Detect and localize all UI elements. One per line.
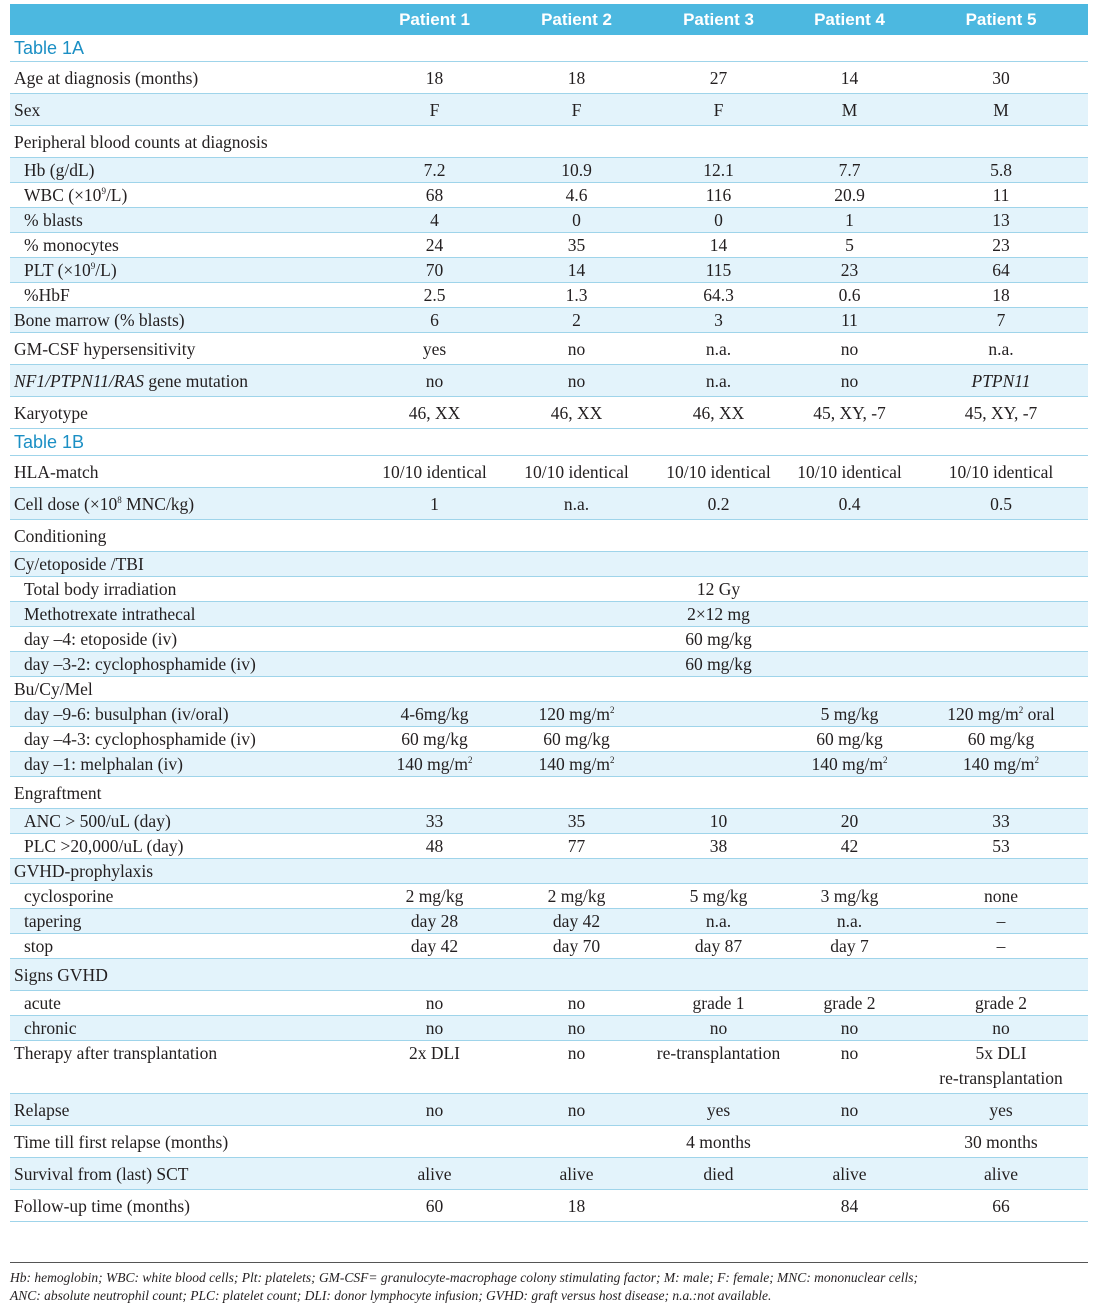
cell: 18 bbox=[914, 283, 1088, 308]
cell-superscript: 2 bbox=[609, 705, 615, 716]
table-row bbox=[10, 909, 1088, 934]
table-row bbox=[10, 158, 1088, 183]
cell bbox=[501, 702, 652, 727]
cell: yes bbox=[368, 333, 501, 365]
cell: 20.9 bbox=[785, 183, 914, 208]
table-row bbox=[10, 308, 1088, 333]
cell: 45, XY, -7 bbox=[785, 397, 914, 429]
cell bbox=[368, 602, 501, 627]
row-label: day –9-6: busulphan (iv/oral) bbox=[10, 702, 368, 727]
footnote-line: ANC: absolute neutrophil count; PLC: platelet count; DLI: donor lymphocyte infusion; GVHD: graft versus host disease; n.a.:not available. bbox=[10, 1288, 772, 1303]
table-row bbox=[10, 602, 1088, 627]
cell: 35 bbox=[501, 233, 652, 258]
cell: 4 bbox=[368, 208, 501, 233]
row-label: %HbF bbox=[10, 283, 368, 308]
cell bbox=[785, 652, 914, 677]
label-text: WBC (×10 bbox=[24, 185, 102, 205]
cell: 11 bbox=[785, 308, 914, 333]
cell: 60 mg/kg bbox=[368, 727, 501, 752]
cell: 5 mg/kg bbox=[652, 884, 785, 909]
row-label: Hb (g/dL) bbox=[10, 158, 368, 183]
cell: – bbox=[914, 909, 1088, 934]
cell: no bbox=[368, 365, 501, 397]
patient-characteristics-table bbox=[10, 4, 1088, 1222]
cell-text: 140 mg/m bbox=[811, 754, 883, 774]
cell: 13 bbox=[914, 208, 1088, 233]
cell: 27 bbox=[652, 62, 785, 94]
table-row bbox=[10, 333, 1088, 365]
cell: 14 bbox=[785, 62, 914, 94]
table-row bbox=[10, 520, 1088, 552]
table-row bbox=[10, 1126, 1088, 1158]
section-table-1a bbox=[10, 35, 1088, 62]
cell: 66 bbox=[914, 1190, 1088, 1222]
cell: 64.3 bbox=[652, 283, 785, 308]
cell-text: oral bbox=[1023, 704, 1055, 724]
cell bbox=[652, 702, 785, 727]
cell: F bbox=[501, 94, 652, 126]
cell: day 87 bbox=[652, 934, 785, 959]
cell: 5.8 bbox=[914, 158, 1088, 183]
cell: 4-6mg/kg bbox=[368, 702, 501, 727]
cell: 14 bbox=[652, 233, 785, 258]
cell: no bbox=[501, 333, 652, 365]
cell: 116 bbox=[652, 183, 785, 208]
cell: 3 bbox=[652, 308, 785, 333]
row-label: Age at diagnosis (months) bbox=[10, 62, 368, 94]
table-row bbox=[10, 702, 1088, 727]
cell: 45, XY, -7 bbox=[914, 397, 1088, 429]
table-footnote bbox=[10, 1262, 1088, 1305]
table-row bbox=[10, 1016, 1088, 1041]
cell: grade 1 bbox=[652, 991, 785, 1016]
table-row bbox=[10, 1041, 1088, 1094]
cell: 10 bbox=[652, 809, 785, 834]
cell: 46, XX bbox=[368, 397, 501, 429]
cell: 0.5 bbox=[914, 488, 1088, 520]
cell: 0.4 bbox=[785, 488, 914, 520]
cell: 68 bbox=[368, 183, 501, 208]
table-row bbox=[10, 365, 1088, 397]
label-superscript: 8 bbox=[117, 494, 122, 505]
cell: no bbox=[785, 365, 914, 397]
row-label: Methotrexate intrathecal bbox=[10, 602, 368, 627]
cell: 10/10 identical bbox=[368, 456, 501, 488]
table-row bbox=[10, 934, 1088, 959]
cell: no bbox=[368, 991, 501, 1016]
table-header-row bbox=[10, 4, 1088, 35]
cell: 46, XX bbox=[652, 397, 785, 429]
table-row bbox=[10, 752, 1088, 777]
cell: day 42 bbox=[368, 934, 501, 959]
cell bbox=[501, 752, 652, 777]
cell: 60 mg/kg bbox=[652, 627, 785, 652]
cell: alive bbox=[914, 1158, 1088, 1190]
cell bbox=[914, 1041, 1088, 1094]
cell: no bbox=[652, 1016, 785, 1041]
cell: no bbox=[914, 1016, 1088, 1041]
label-italic: NF1/PTPN11/RAS bbox=[14, 370, 144, 391]
cell: day 42 bbox=[501, 909, 652, 934]
row-label bbox=[10, 488, 368, 520]
cell-superscript: 2 bbox=[467, 755, 473, 766]
section-table-1b bbox=[10, 429, 1088, 456]
cell: 2×12 mg bbox=[652, 602, 785, 627]
cell: 3 mg/kg bbox=[785, 884, 914, 909]
cell: day 7 bbox=[785, 934, 914, 959]
row-label: Engraftment bbox=[10, 777, 1088, 809]
cell: 5 mg/kg bbox=[785, 702, 914, 727]
cell: 60 mg/kg bbox=[785, 727, 914, 752]
cell bbox=[652, 727, 785, 752]
row-label: Conditioning bbox=[10, 520, 1088, 552]
cell: no bbox=[785, 1016, 914, 1041]
table-row bbox=[10, 1158, 1088, 1190]
cell: 1 bbox=[368, 488, 501, 520]
row-label: Relapse bbox=[10, 1094, 368, 1126]
cell: 35 bbox=[501, 809, 652, 834]
cell bbox=[785, 1126, 914, 1158]
cell: n.a. bbox=[501, 488, 652, 520]
cell-text: 120 mg/m bbox=[538, 704, 610, 724]
cell: 7 bbox=[914, 308, 1088, 333]
cell: 2.5 bbox=[368, 283, 501, 308]
cell: 10.9 bbox=[501, 158, 652, 183]
cell: 30 bbox=[914, 62, 1088, 94]
cell bbox=[501, 577, 652, 602]
row-label: chronic bbox=[10, 1016, 368, 1041]
cell: no bbox=[501, 1041, 652, 1094]
cell: n.a. bbox=[652, 909, 785, 934]
cell: none bbox=[914, 884, 1088, 909]
label-text: gene mutation bbox=[143, 370, 248, 391]
cell: – bbox=[914, 934, 1088, 959]
row-label: Signs GVHD bbox=[10, 959, 1088, 991]
cell bbox=[368, 627, 501, 652]
cell: 0.6 bbox=[785, 283, 914, 308]
cell: grade 2 bbox=[785, 991, 914, 1016]
row-label: Karyotype bbox=[10, 397, 368, 429]
row-label: % monocytes bbox=[10, 233, 368, 258]
cell: n.a. bbox=[914, 333, 1088, 365]
cell-text: 140 mg/m bbox=[963, 754, 1035, 774]
cell bbox=[914, 627, 1088, 652]
cell: 2 mg/kg bbox=[368, 884, 501, 909]
cell: 33 bbox=[914, 809, 1088, 834]
cell: M bbox=[914, 94, 1088, 126]
label-text: PLT (×10 bbox=[24, 260, 91, 280]
table-row bbox=[10, 652, 1088, 677]
cell: 10/10 identical bbox=[501, 456, 652, 488]
row-label: tapering bbox=[10, 909, 368, 934]
header-patient-4: Patient 4 bbox=[814, 9, 885, 29]
row-label: stop bbox=[10, 934, 368, 959]
cell: died bbox=[652, 1158, 785, 1190]
cell bbox=[368, 752, 501, 777]
row-label: HLA-match bbox=[10, 456, 368, 488]
row-label bbox=[10, 183, 368, 208]
cell: 60 mg/kg bbox=[914, 727, 1088, 752]
cell: F bbox=[652, 94, 785, 126]
table-row bbox=[10, 627, 1088, 652]
table-row bbox=[10, 859, 1088, 884]
cell bbox=[501, 602, 652, 627]
table-row bbox=[10, 283, 1088, 308]
table-row bbox=[10, 959, 1088, 991]
cell: 1.3 bbox=[501, 283, 652, 308]
cell bbox=[652, 752, 785, 777]
cell: PTPN11 bbox=[914, 365, 1088, 397]
table-row bbox=[10, 183, 1088, 208]
cell bbox=[501, 652, 652, 677]
table-row bbox=[10, 1190, 1088, 1222]
table-row bbox=[10, 456, 1088, 488]
cell: 0.2 bbox=[652, 488, 785, 520]
cell bbox=[368, 1126, 501, 1158]
cell: 42 bbox=[785, 834, 914, 859]
cell: 0 bbox=[652, 208, 785, 233]
cell: 60 mg/kg bbox=[501, 727, 652, 752]
cell-text: 120 mg/m bbox=[947, 704, 1019, 724]
cell: 18 bbox=[501, 62, 652, 94]
table-row bbox=[10, 258, 1088, 283]
row-label: day –1: melphalan (iv) bbox=[10, 752, 368, 777]
cell: no bbox=[368, 1094, 501, 1126]
table-row bbox=[10, 233, 1088, 258]
row-label: Peripheral blood counts at diagnosis bbox=[10, 126, 1088, 158]
table-row bbox=[10, 809, 1088, 834]
table-row bbox=[10, 884, 1088, 909]
cell: n.a. bbox=[652, 365, 785, 397]
cell bbox=[914, 652, 1088, 677]
cell: 7.7 bbox=[785, 158, 914, 183]
cell: 64 bbox=[914, 258, 1088, 283]
cell: no bbox=[501, 1016, 652, 1041]
cell: yes bbox=[914, 1094, 1088, 1126]
cell: no bbox=[501, 991, 652, 1016]
label-text: /L) bbox=[95, 260, 117, 280]
cell: grade 2 bbox=[914, 991, 1088, 1016]
cell: 48 bbox=[368, 834, 501, 859]
cell: no bbox=[501, 1094, 652, 1126]
row-label: % blasts bbox=[10, 208, 368, 233]
cell: 18 bbox=[368, 62, 501, 94]
row-label: Total body irradiation bbox=[10, 577, 368, 602]
header-patient-3: Patient 3 bbox=[683, 9, 754, 29]
cell: 60 bbox=[368, 1190, 501, 1222]
label-superscript: 9 bbox=[101, 186, 106, 197]
table-row bbox=[10, 727, 1088, 752]
cell: re-transplantation bbox=[652, 1041, 785, 1094]
footnote-line: Hb: hemoglobin; WBC: white blood cells; Plt: platelets; GM-CSF= granulocyte-macrophage colony stimulating factor; M: male; F: female; MNC: mononuclear cells; bbox=[10, 1270, 919, 1285]
cell: no bbox=[501, 365, 652, 397]
section-title: Table 1A bbox=[10, 35, 1088, 62]
cell: 1 bbox=[785, 208, 914, 233]
row-label bbox=[10, 258, 368, 283]
table-row bbox=[10, 677, 1088, 702]
row-label: Sex bbox=[10, 94, 368, 126]
cell bbox=[501, 1126, 652, 1158]
cell: 60 mg/kg bbox=[652, 652, 785, 677]
cell: 38 bbox=[652, 834, 785, 859]
cell-superscript: 2 bbox=[1018, 705, 1024, 716]
cell: 4 months bbox=[652, 1126, 785, 1158]
row-label: day –3-2: cyclophosphamide (iv) bbox=[10, 652, 368, 677]
row-label: Bu/Cy/Mel bbox=[10, 677, 1088, 702]
cell-text: 140 mg/m bbox=[538, 754, 610, 774]
row-label: Survival from (last) SCT bbox=[10, 1158, 368, 1190]
cell: 70 bbox=[368, 258, 501, 283]
cell: 10/10 identical bbox=[914, 456, 1088, 488]
cell bbox=[368, 652, 501, 677]
cell: 10/10 identical bbox=[785, 456, 914, 488]
header-patient-2: Patient 2 bbox=[541, 9, 612, 29]
cell: day 28 bbox=[368, 909, 501, 934]
cell: n.a. bbox=[652, 333, 785, 365]
header-patient-1: Patient 1 bbox=[399, 9, 470, 29]
cell: no bbox=[785, 1094, 914, 1126]
cell: 20 bbox=[785, 809, 914, 834]
row-label: acute bbox=[10, 991, 368, 1016]
cell-superscript: 2 bbox=[609, 755, 615, 766]
cell bbox=[914, 702, 1088, 727]
cell: 77 bbox=[501, 834, 652, 859]
cell bbox=[914, 577, 1088, 602]
section-title: Table 1B bbox=[10, 429, 1088, 456]
cell: M bbox=[785, 94, 914, 126]
cell: yes bbox=[652, 1094, 785, 1126]
table-row bbox=[10, 397, 1088, 429]
cell: no bbox=[368, 1016, 501, 1041]
cell: 12.1 bbox=[652, 158, 785, 183]
cell: 7.2 bbox=[368, 158, 501, 183]
cell bbox=[501, 627, 652, 652]
cell: 11 bbox=[914, 183, 1088, 208]
cell: 30 months bbox=[914, 1126, 1088, 1158]
row-label: GVHD-prophylaxis bbox=[10, 859, 1088, 884]
table-row bbox=[10, 552, 1088, 577]
row-label: PLC >20,000/uL (day) bbox=[10, 834, 368, 859]
cell: F bbox=[368, 94, 501, 126]
table-row bbox=[10, 94, 1088, 126]
row-label: day –4-3: cyclophosphamide (iv) bbox=[10, 727, 368, 752]
clinical-table-figure bbox=[10, 4, 1088, 1222]
cell: 115 bbox=[652, 258, 785, 283]
cell bbox=[914, 602, 1088, 627]
row-label: Time till first relapse (months) bbox=[10, 1126, 368, 1158]
cell: 14 bbox=[501, 258, 652, 283]
cell: 23 bbox=[914, 233, 1088, 258]
cell: 23 bbox=[785, 258, 914, 283]
cell: 33 bbox=[368, 809, 501, 834]
row-label: ANC > 500/uL (day) bbox=[10, 809, 368, 834]
table-row bbox=[10, 208, 1088, 233]
cell: 10/10 identical bbox=[652, 456, 785, 488]
cell: 4.6 bbox=[501, 183, 652, 208]
table-row bbox=[10, 62, 1088, 94]
cell: 6 bbox=[368, 308, 501, 333]
cell-superscript: 2 bbox=[882, 755, 888, 766]
table-row bbox=[10, 577, 1088, 602]
cell: 2 bbox=[501, 308, 652, 333]
cell: 46, XX bbox=[501, 397, 652, 429]
cell bbox=[914, 752, 1088, 777]
row-label: Therapy after transplantation bbox=[10, 1041, 368, 1094]
cell: no bbox=[785, 1041, 914, 1094]
cell: alive bbox=[368, 1158, 501, 1190]
cell-line: 5x DLI bbox=[975, 1043, 1027, 1063]
cell bbox=[785, 602, 914, 627]
cell: 2x DLI bbox=[368, 1041, 501, 1094]
row-label bbox=[10, 365, 368, 397]
header-patient-5: Patient 5 bbox=[965, 9, 1037, 29]
table-row bbox=[10, 488, 1088, 520]
cell-line: re-transplantation bbox=[939, 1068, 1063, 1088]
cell: 12 Gy bbox=[652, 577, 785, 602]
cell: 84 bbox=[785, 1190, 914, 1222]
row-label: Follow-up time (months) bbox=[10, 1190, 368, 1222]
cell bbox=[652, 1190, 785, 1222]
table-row bbox=[10, 834, 1088, 859]
cell bbox=[785, 577, 914, 602]
table-row bbox=[10, 1094, 1088, 1126]
cell: no bbox=[785, 333, 914, 365]
label-text: /L) bbox=[105, 185, 128, 205]
row-label: Bone marrow (% blasts) bbox=[10, 308, 368, 333]
label-text: Cell dose (×10 bbox=[14, 493, 118, 514]
cell: alive bbox=[501, 1158, 652, 1190]
row-label: GM-CSF hypersensitivity bbox=[10, 333, 368, 365]
cell: 2 mg/kg bbox=[501, 884, 652, 909]
table-row bbox=[10, 991, 1088, 1016]
cell: 0 bbox=[501, 208, 652, 233]
cell: day 70 bbox=[501, 934, 652, 959]
cell-text: 140 mg/m bbox=[396, 754, 468, 774]
cell-superscript: 2 bbox=[1034, 755, 1039, 766]
table-row bbox=[10, 777, 1088, 809]
row-label: cyclosporine bbox=[10, 884, 368, 909]
table-row bbox=[10, 126, 1088, 158]
cell bbox=[368, 577, 501, 602]
label-superscript: 9 bbox=[90, 261, 96, 272]
row-label: day –4: etoposide (iv) bbox=[10, 627, 368, 652]
label-text: MNC/kg) bbox=[121, 493, 195, 514]
cell: n.a. bbox=[785, 909, 914, 934]
cell: 53 bbox=[914, 834, 1088, 859]
cell: alive bbox=[785, 1158, 914, 1190]
cell bbox=[785, 752, 914, 777]
cell: 18 bbox=[501, 1190, 652, 1222]
cell: 24 bbox=[368, 233, 501, 258]
cell bbox=[785, 627, 914, 652]
header-empty bbox=[10, 4, 368, 35]
cell: 5 bbox=[785, 233, 914, 258]
row-label: Cy/etoposide /TBI bbox=[10, 552, 1088, 577]
